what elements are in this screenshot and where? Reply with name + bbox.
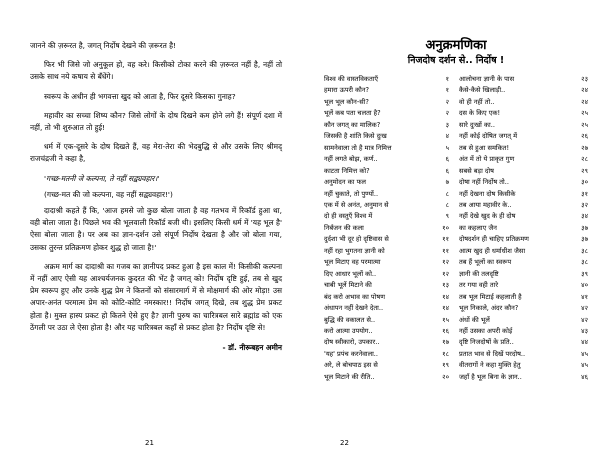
toc-entry-number: ८	[445, 189, 449, 198]
toc-entry-title: नहीं देखना दोष किसीके	[459, 189, 516, 198]
toc-entry	[324, 269, 453, 280]
toc-entry	[459, 120, 588, 131]
toc-entry-number: १२	[442, 269, 449, 278]
toc-entry-number: ४१	[581, 292, 588, 301]
toc-entry-number: ४	[445, 132, 449, 141]
toc-entry	[459, 303, 588, 314]
toc-entry	[459, 337, 588, 348]
toc-entry-number: १३	[442, 281, 449, 290]
toc-column-1	[324, 74, 457, 383]
toc-entry	[324, 303, 453, 314]
toc-entry-number: १०	[442, 223, 449, 232]
paragraph-4: महावीर का सच्चा शिष्य कौन? जिसे लोगों के दोष दिखने कम होने लगे हैं! संपूर्ण दशा में नहीं, तो भी शुरुआत तो हुई!	[30, 110, 282, 133]
paragraph-dadashri: दादाश्री कहते हैं कि, 'आज हमसे जो कुछ बोला जाता है वह गतभव में रिकॉर्ड हुआ था, वही बोला जाता है। पिछले भव की भूलवाली रिकॉर्ड बजी थी। इसलिए किसी धर्म में 'यह भूल है' ऐसा बोला जाता है। पर अब का ज्ञान-दर्शन उसे संपूर्ण निर्दोष देखता है और जो बोला गया, उसका तुरन्त प्रतिक्रमण होकर शुद्ध हो जाता है!'	[30, 206, 282, 252]
toc-entry	[324, 131, 453, 142]
toc-entry-number: २	[445, 109, 449, 118]
toc-entry	[324, 349, 453, 360]
toc-entry	[459, 166, 588, 177]
paragraph-5: धर्म में एक-दूसरे के दोष दिखते हैं, वह मेरा-तेरा की भेदबुद्धि से और उसके लिए श्रीमद् राजचंद्रजी ने कहा है,	[30, 142, 282, 164]
toc-entry-title: प्रतात भाव से दिखें परदोष..	[459, 349, 526, 358]
toc-entry	[459, 131, 588, 142]
paragraph-1: जानने की ज़रूरत है, जगत् निर्दोष देखने की ज़रूरत है!	[30, 41, 177, 50]
toc-entry	[459, 223, 588, 234]
toc-entry-title: अनुमोदन का फल	[324, 178, 367, 187]
toc-entry-number: २७	[581, 143, 588, 152]
toc-entry-title: 'यह' प्रपंच करनेवाला..	[324, 349, 378, 358]
toc-entry	[324, 177, 453, 188]
toc-entry-title: दस के किए एक!	[459, 109, 501, 118]
toc-entry-number: ४२	[581, 304, 588, 313]
toc-entry-number: ३८	[581, 258, 588, 267]
toc-entry	[324, 189, 453, 200]
page-number-right: 22	[340, 439, 349, 447]
toc-entry	[459, 269, 588, 280]
toc-entry-number: ५	[445, 143, 449, 152]
toc-entry	[324, 74, 453, 85]
paragraph-2: फिर भी जिसे जो अनुकूल हो, वह करे। किसीको टोका करने की ज़रूरत नहीं है, नहीं तो उसके साथ नये कषाय से बँधेंगे।	[30, 60, 282, 82]
toc-entry-title: अरे, ले बोचपाठ इस से	[324, 361, 378, 370]
toc-entry-number: १९	[442, 361, 449, 370]
toc-entry-number: २४	[581, 97, 588, 106]
toc-entry-title: भूलें कब पता चलता है?	[324, 109, 381, 118]
toc-entry	[324, 120, 453, 131]
toc-entry-title: नहीं चुकाते, तो पुण्यों..	[324, 189, 379, 198]
page-number-left: 21	[145, 439, 154, 447]
toc-entry	[459, 280, 588, 291]
toc-entry	[459, 246, 588, 257]
toc-entry	[459, 234, 588, 245]
toc-entry-title: वीतरागों ने कहा मुक्ति हेतु	[459, 361, 521, 370]
table-of-contents	[324, 74, 588, 383]
toc-entry-number: ११	[442, 246, 449, 255]
toc-entry	[324, 280, 453, 291]
toc-entry-title: कैसे-कैसे खिलाड़ी..	[459, 86, 506, 95]
toc-entry	[324, 292, 453, 303]
toc-entry	[459, 360, 588, 371]
toc-entry-number: २६	[581, 132, 588, 141]
toc-entry-title: सारे दुःखों का..	[459, 120, 495, 129]
toc-entry-title: नहीं लगते बोझ, कर्ण..	[324, 155, 378, 164]
toc-subtitle: निजदोष दर्शन से.. निर्दोष !	[407, 55, 505, 66]
toc-entry	[459, 292, 588, 303]
paragraph-akram: अक्रम मार्ग का दादाश्री का गजब का ज्ञानीपद प्रकट हुआ है इस काल में! किसीकी कल्पना में नहीं आए ऐसी यह आश्चर्यजनक कुदरत की भेंट है जगत् को! निर्दोष दृष्टि हुई, तब से खुद प्रेम स्वरूप हुए और उनके शुद्ध प्रेम ने कितनों को संसारमार्ग में से मोक्षमार्ग की ओर मोड़ा! उस अपार-अनंत परमात्म प्रेम को कोटि-कोटि नमस्कार!! निर्दोष जगत् दिखे, तब शुद्ध प्रेम प्रकट होता है। मुक्त हास्य प्रकट हो कितने ऐसे हुए है? ज्ञानी पुरुष का चारित्रबल सारे ब्रह्मांड को एक ठेंगली पर उठा ले ऐसा होता है! और यह चारित्रबल कहाँ से प्रकट होता है? निर्दोष दृष्टि से!	[30, 261, 282, 332]
toc-entry-title: विश्व की वास्तविकताएँ	[324, 75, 379, 83]
toc-entry-title: कौन जगत् का मालिक?	[324, 120, 381, 129]
toc-entry-number: २५	[581, 120, 588, 129]
toc-entry-title: तब भूल मिटाई कहलाती है	[459, 292, 522, 301]
toc-entry	[324, 143, 453, 154]
toc-entry	[324, 223, 453, 234]
toc-entry	[324, 166, 453, 177]
toc-entry-title: नहीं देखे खुद के ही दोष	[459, 212, 516, 221]
toc-entry-number: १४	[442, 292, 449, 301]
toc-entry-title: भूल मिटाए वह परमात्मा	[324, 258, 381, 267]
toc-entry	[324, 326, 453, 337]
toc-entry-title: जिसकी है शांति किसे दुःख	[324, 132, 387, 141]
toc-entry-number: ३०	[581, 178, 588, 187]
toc-entry-title: का कहलाए जैन	[459, 223, 497, 232]
toc-entry	[324, 211, 453, 222]
toc-entry-number: ४५	[581, 349, 588, 358]
paragraph-3: स्वरूप के अधीन ही भगवत्ता खुद को आता है, फिर दूसरे किसका गुनाह?	[44, 91, 236, 101]
toc-entry-title: निर्बंजन की कला	[324, 223, 364, 232]
toc-entry-title: सबसे बड़ा दोष	[459, 166, 494, 175]
toc-entry-title: अंधापन नहीं देखने देता..	[324, 304, 384, 313]
toc-entry-number: ३९	[581, 269, 588, 278]
toc-entry	[324, 257, 453, 268]
toc-entry-number: १५	[442, 315, 449, 324]
toc-entry-title: नहीं कोई दोषित जगत् में	[459, 132, 518, 141]
toc-entry-number: २८	[581, 155, 588, 164]
toc-entry-number: ७	[445, 178, 449, 187]
toc-entry	[459, 154, 588, 165]
toc-entry-title: दिए आधार भूलों को..	[324, 269, 377, 278]
toc-entry	[459, 349, 588, 360]
toc-entry-title: करो आत्मा उपयोग..	[324, 326, 373, 335]
toc-entry	[459, 211, 588, 222]
toc-entry-number: ९	[445, 212, 449, 221]
toc-entry-number: १७	[442, 338, 449, 347]
toc-entry-number: १२	[442, 258, 449, 267]
toc-entry-number: ११	[442, 235, 449, 244]
toc-entry	[459, 177, 588, 188]
toc-entry	[324, 97, 453, 108]
toc-entry-number: २३	[581, 75, 588, 83]
toc-entry	[324, 234, 453, 245]
toc-entry-number: १	[445, 86, 449, 95]
toc-entry-title: काटता निमित्त को?	[324, 166, 370, 175]
toc-column-2	[457, 74, 588, 383]
toc-entry-number: ३४	[581, 212, 588, 221]
toc-entry	[459, 97, 588, 108]
toc-entry-title: सामनेवाला तो है मात्र निमित्त	[324, 143, 392, 152]
toc-entry-number: ४६	[581, 372, 588, 381]
toc-entry-title: दृष्टि निजदोषों के प्रति..	[459, 338, 514, 347]
toc-entry-number: ८	[445, 200, 449, 209]
signature: - डॉ. नीरूबहन अमीन	[222, 343, 282, 353]
toc-entry-title: तर गया वही तारे	[459, 281, 499, 290]
toc-entry	[459, 326, 588, 337]
toc-entry-number: ३७	[581, 223, 588, 232]
toc-entry-title: अंत में तो ये प्राकृत गुण	[459, 155, 515, 164]
toc-entry-number: १४	[442, 304, 449, 313]
right-page	[300, 0, 600, 463]
toc-entry-number: ३१	[581, 189, 588, 198]
toc-entry	[324, 360, 453, 371]
toc-entry	[324, 315, 453, 326]
toc-entry-title: आत्म खुद ही धर्माधीश जैसा	[459, 246, 526, 255]
toc-entry-number: २	[445, 97, 449, 106]
toc-entry	[459, 189, 588, 200]
toc-entry	[459, 74, 588, 85]
toc-entry-title: हमारा ऊपरी कौन?	[324, 86, 370, 95]
toc-entry	[459, 108, 588, 119]
toc-entry	[324, 337, 453, 348]
toc-entry-number: ४२	[581, 315, 588, 324]
toc-entry	[459, 257, 588, 268]
toc-entry	[459, 85, 588, 96]
toc-entry	[324, 85, 453, 96]
toc-entry-title: एक में से अनंत, अनुमान से	[324, 200, 389, 209]
toc-entry-number: १६	[442, 326, 449, 335]
toc-entry-title: तब आया महावीर के..	[459, 200, 512, 209]
toc-entry-number: ३८	[581, 246, 588, 255]
toc-entry-title: दोषदर्शन ही चाहिए प्रतिक्रमण	[459, 235, 529, 244]
toc-entry-number: ४०	[581, 281, 588, 290]
toc-entry-number: १८	[442, 349, 449, 358]
toc-entry-title: दोषा नहीं निर्दोष तो..	[459, 178, 509, 187]
toc-entry-title: बुद्धि की वकालत से..	[324, 315, 376, 324]
toc-entry	[324, 108, 453, 119]
toc-entry-number: २०	[442, 372, 449, 381]
toc-entry-number: ४३	[581, 326, 588, 335]
toc-title: अनुक्रमणिका	[425, 38, 487, 53]
quote-gujarati: 'गच्छ-मतनी जे कल्पना, ते नहीं सद्व्यवहार।'	[44, 173, 160, 183]
toc-entry	[324, 154, 453, 165]
toc-entry-title: नहीं रहा भुगतना ज्ञानी को	[324, 246, 385, 255]
toc-entry-title: जहाँ है भूल बिना के ज्ञान..	[459, 372, 522, 381]
toc-entry-number: १	[445, 75, 449, 83]
toc-entry	[459, 200, 588, 211]
toc-entry	[459, 372, 588, 383]
toc-entry	[459, 143, 588, 154]
toc-entry-title: ज्ञानी की तलदृष्टि	[459, 269, 499, 278]
toc-entry-number: ३	[445, 120, 449, 129]
toc-entry-title: भूल मिटाने की रीति..	[324, 372, 375, 381]
toc-entry	[324, 372, 453, 383]
quote-translation: (गच्छ-मत की जो कल्पना, वह नहीं सद्व्यवहार!')	[44, 189, 173, 199]
toc-entry	[459, 315, 588, 326]
toc-entry-title: आलोचना ज्ञानी के पास	[459, 75, 515, 83]
toc-entry-title: दुर्दशा भी दूर हो दृष्टिवास से	[324, 235, 389, 244]
toc-entry-title: भूल निकाले, अंदर कौन?	[459, 304, 519, 313]
toc-entry-title: दोष स्वीकारो, उपकार..	[324, 338, 380, 347]
toc-entry-title: दो ही वस्तुएँ विश्व में	[324, 212, 373, 221]
toc-entry-number: २४	[581, 86, 588, 95]
toc-entry-number: ४५	[581, 361, 588, 370]
toc-entry-title: भूल भूल कौन-सी?	[324, 97, 369, 106]
toc-entry-number: ४४	[581, 338, 588, 347]
toc-entry-title: बंद करो अभाव का पोषण	[324, 292, 385, 301]
toc-entry-number: ३७	[581, 235, 588, 244]
toc-entry-number: ६	[445, 155, 449, 164]
toc-entry-number: ३२	[581, 200, 588, 209]
toc-entry-number: ६	[445, 166, 449, 175]
toc-entry-title: तब से हुआ समकित!	[459, 143, 510, 152]
toc-entry	[324, 246, 453, 257]
toc-entry-number: २९	[581, 166, 588, 175]
toc-entry-title: नहीं उसका अपरी कोई	[459, 326, 513, 335]
toc-entry-title: अंधों की भूलें	[459, 315, 490, 324]
toc-entry-title: वो ही नहीं तो..	[459, 97, 495, 106]
toc-entry-title: चाबी भूलें मिटाने की	[324, 281, 372, 290]
toc-entry-title: तब हैं भूलों का स्वरूप	[459, 258, 512, 267]
toc-entry	[324, 200, 453, 211]
toc-entry-number: २५	[581, 109, 588, 118]
